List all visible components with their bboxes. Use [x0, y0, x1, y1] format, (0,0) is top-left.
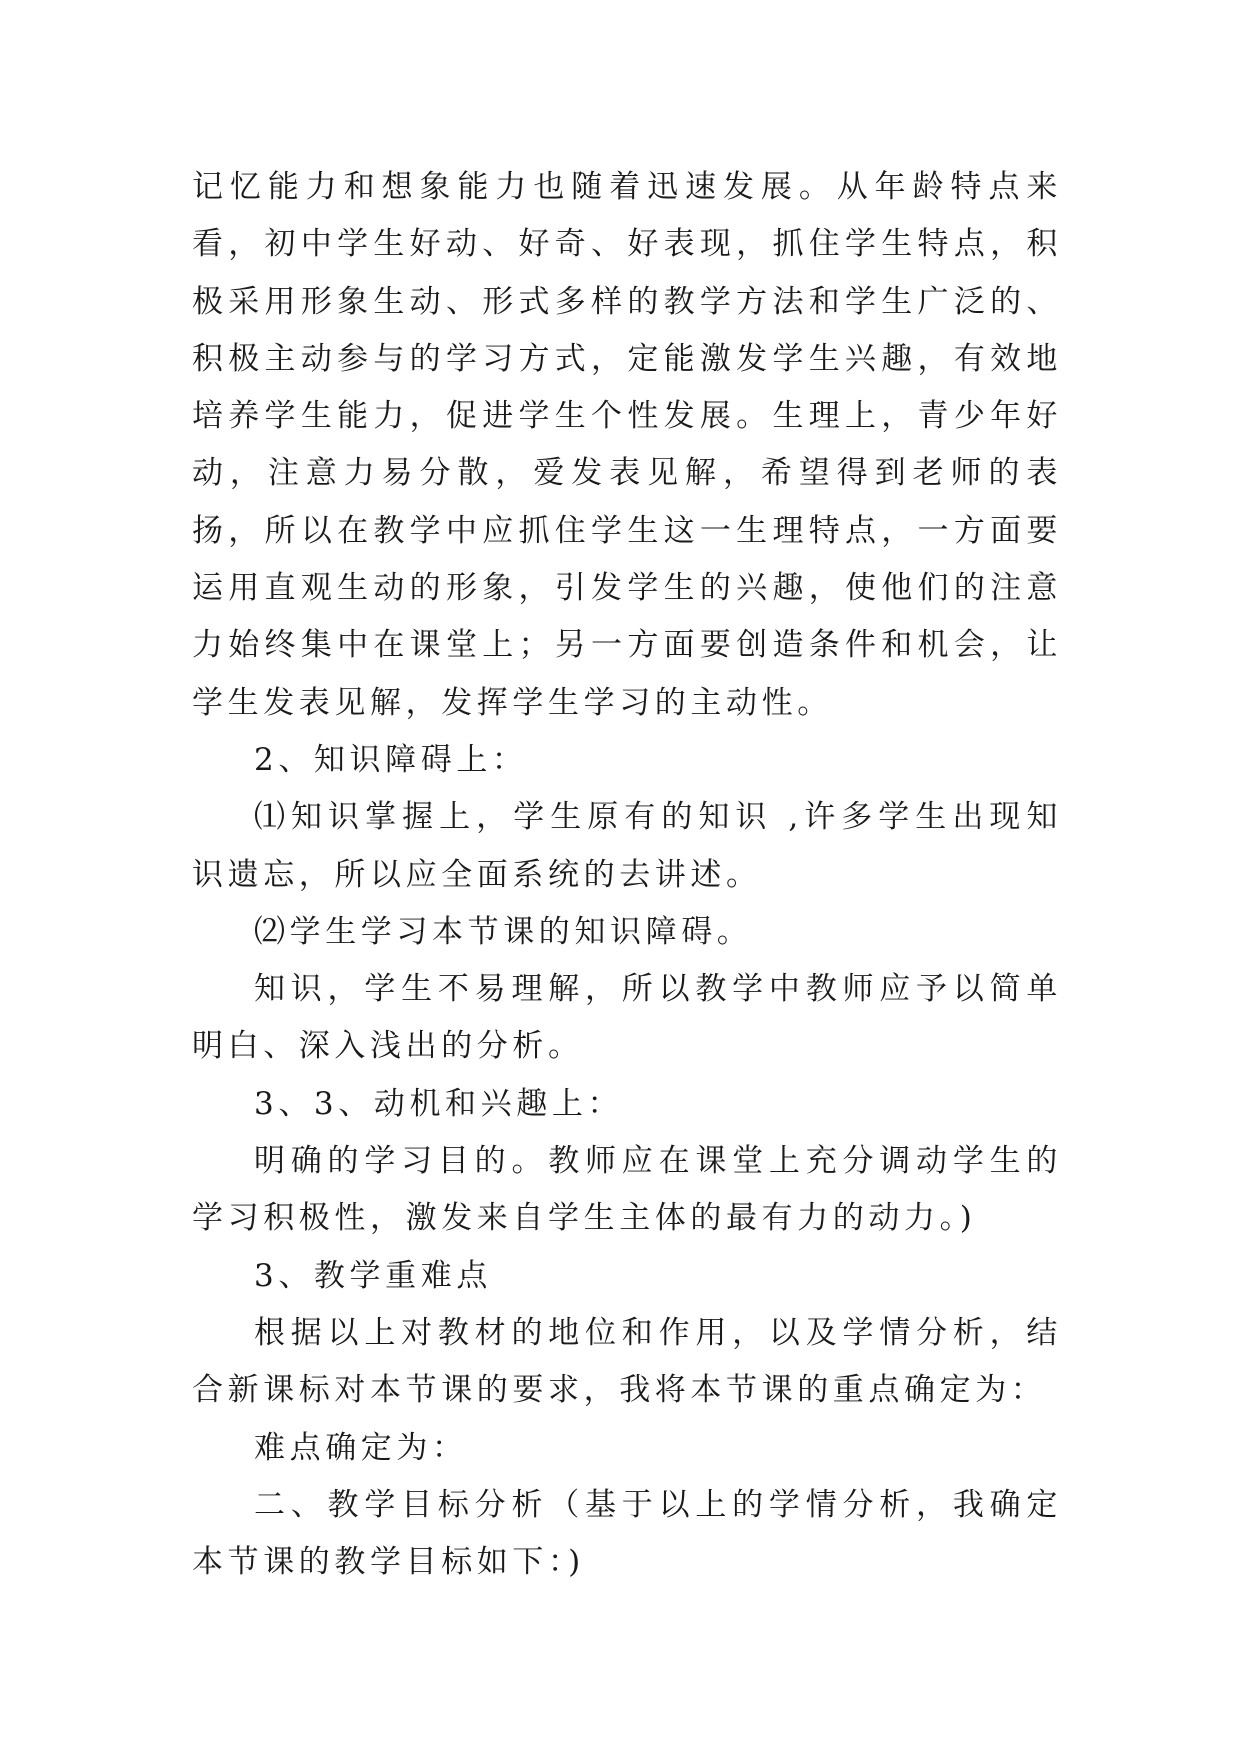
paragraph-lesson-obstacles: ⑵学生学习本节课的知识障碍。 — [254, 913, 753, 950]
paragraph-knowledge-explanation: 知识，学生不易理解，所以教学中教师应予以简单明白、深入浅出的分析。 — [192, 971, 1062, 1065]
heading-motivation-interest: 3、3、动机和兴趣上： — [254, 1085, 624, 1122]
paragraph-knowledge-mastery: ⑴知识掌握上，学生原有的知识 ,许多学生出现知识遗忘，所以应全面系统的去讲述。 — [192, 799, 1062, 893]
paragraph-key-points: 根据以上对教材的地位和作用，以及学情分析，结合新课标对本节课的要求，我将本节课的重点确定为： — [192, 1314, 1062, 1409]
heading-key-difficult-points: 3、教学重难点 — [254, 1257, 492, 1294]
heading-teaching-objectives: 二、教学目标分析（基于以上的学情分析，我确定本节课的教学目标如下：) — [192, 1486, 1062, 1581]
paragraph-learning-goal: 明确的学习目的。教师应在课堂上充分调动学生的学习积极性，激发来自学生主体的最有力的动力。) — [192, 1143, 1062, 1237]
paragraph-difficult-points: 难点确定为： — [254, 1429, 468, 1466]
heading-knowledge-obstacles: 2、知识障碍上： — [254, 741, 528, 778]
document-body — [192, 159, 1062, 1591]
paragraph-learner-characteristics: 记忆能力和想象能力也随着迅速发展。从年龄特点来看，初中学生好动、好奇、好表现，抓住学生特点，积极采用形象生动、形式多样的教学方法和学生广泛的、积极主动参与的学习方式，定能激发学生兴趣，有效地培养学生能力，促进学生个性发展。生理上，青少年好动，注意力易分散，爱发表见解，希望得到老师的表扬，所以在教学中应抓住学生这一生理特点，一方面要运用直观生动的形象，引发学生的兴趣，使他们的注意力始终集中在课堂上；另一方面要创造条件和机会，让学生发表见解，发挥学生学习的主动性。 — [192, 169, 1062, 721]
